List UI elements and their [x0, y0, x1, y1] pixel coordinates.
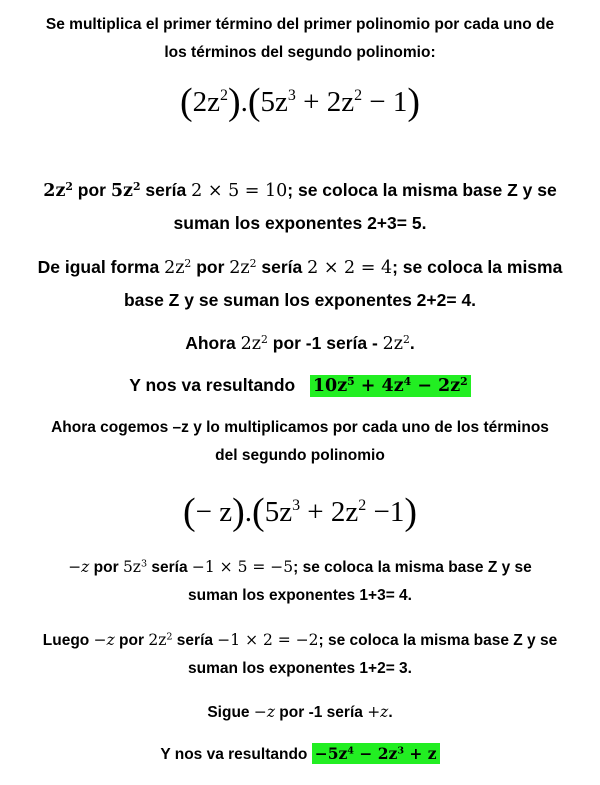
result-2-label: Y nos va resultando: [160, 746, 312, 763]
paren-open: (: [247, 81, 261, 123]
paren-open: (: [182, 491, 196, 533]
section-2-line-1: Ahora cogemos –z y lo multiplicamos por cada uno de los términos: [51, 419, 549, 436]
eq2-term-1: $5z^3$: [264, 496, 301, 528]
paren-close: ): [227, 81, 241, 123]
equation-2: (− $z).(5z^3 + 2z^2 -1)$: [182, 491, 417, 533]
eq1-left-term: $2z^2$: [192, 86, 228, 118]
paragraph-4-line-2: suman los exponentes 1+3= 4.: [188, 587, 412, 604]
result-1-label: Y nos va resultando: [129, 375, 296, 395]
paragraph-5-line-1: Luego −z por $2z^2$ sería −1 × 2 = −2; se coloca la misma base Z y se: [42, 631, 558, 649]
paren-open: (: [179, 81, 193, 123]
intro-line-1: Se multiplica el primer término del primer polinomio por cada uno de: [45, 16, 555, 33]
paragraph-4-line-1: −z por $5z^3$ sería −1 × 5 = −5; se coloca la misma base Z y se: [68, 558, 532, 576]
paragraph-1-line-1: $2z^2$ por $5z^2$ sería 2 × 5 = 10; se coloca la misma base Z y se: [43, 180, 557, 201]
eq1-term-3: − 1: [369, 86, 408, 118]
paragraph-6: Sigue −z por -1 sería +z.: [207, 703, 393, 721]
eq1-term-1: $5z^3$: [260, 86, 296, 118]
paragraph-5-line-2: suman los exponentes 1+2= 3.: [188, 660, 412, 677]
paren-close: ): [232, 491, 245, 533]
paren-close: ): [407, 81, 421, 123]
result-1-highlight: $10z^5 + 4z^4 - 2z^2$: [310, 375, 471, 397]
eq2-term-3: −1: [373, 496, 405, 528]
result-1: [0, 375, 600, 396]
paren-close: ): [404, 491, 417, 533]
eq2-term-2: + $2z^2$: [307, 496, 367, 528]
paragraph-2-line-2: base Z y se suman los exponentes 2+2= 4.: [123, 290, 477, 310]
intro-line-2: los términos del segundo polinomio:: [164, 44, 436, 61]
section-2-line-2: del segundo polinomio: [215, 447, 385, 464]
paragraph-2-line-1: De igual forma $2z^2$ por $2z^2$ sería 2 × 2 = 4; se coloca la misma: [37, 257, 563, 278]
result-2: [0, 744, 600, 764]
eq2-left-term: − z: [195, 496, 233, 528]
paragraph-1-line-2: suman los exponentes 2+3= 5.: [173, 213, 427, 233]
equation-1: $(2z^2).(5z^3 + 2z^2 - 1)$: [179, 81, 421, 123]
result-2-highlight: $-5z^4 - 2z^3 + z$: [312, 743, 440, 764]
eq1-term-2: + $2z^2$: [303, 86, 363, 118]
paren-open: (: [252, 491, 265, 533]
paragraph-3: Ahora $2z^2$ por -1 sería - $2z^2$.: [185, 333, 415, 354]
